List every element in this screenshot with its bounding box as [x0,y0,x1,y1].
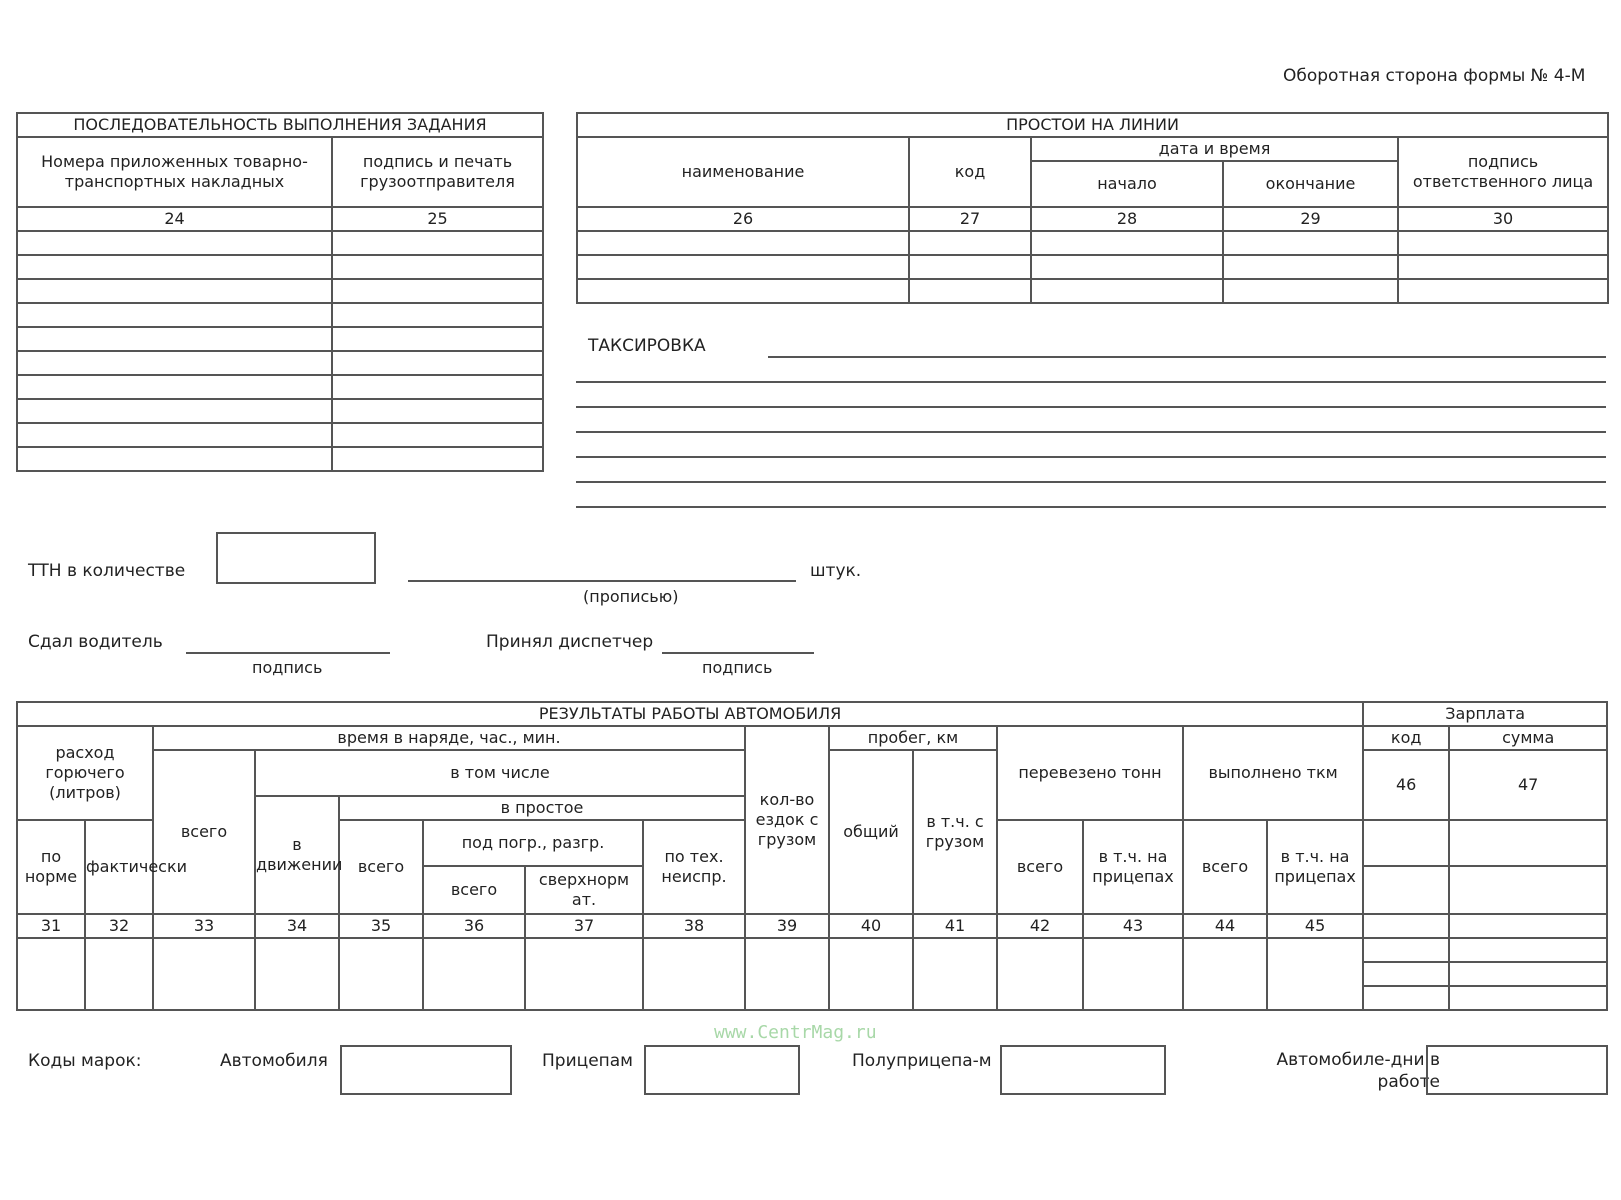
results-num: 43 [1083,914,1183,938]
downtime-num: 26 [577,207,909,231]
driver-label: Сдал водитель [28,632,163,652]
sequence-cell[interactable] [17,327,332,351]
results-num: 41 [913,914,997,938]
results-num: 32 [85,914,153,938]
downtime-cell[interactable] [577,279,909,303]
downtime-title: ПРОСТОИ НА ЛИНИИ [577,113,1608,137]
sequence-cell[interactable] [17,231,332,255]
downtime-cell[interactable] [1031,231,1223,255]
downtime-cell[interactable] [909,279,1031,303]
sequence-cell[interactable] [332,351,543,375]
results-num: 37 [525,914,643,938]
results-cell[interactable] [913,938,997,1010]
sequence-cell[interactable] [17,351,332,375]
downtime-sign-header: подпись ответственного лица [1398,137,1608,207]
downtime-start-header: начало [1031,161,1223,207]
salary-header: Зарплата [1363,702,1607,726]
sequence-cell[interactable] [332,255,543,279]
results-cell[interactable] [17,938,85,1010]
salary-cell[interactable] [1449,866,1607,914]
sequence-num-24: 24 [17,207,332,231]
ttn-label: ТТН в количестве [28,561,186,581]
sequence-cell[interactable] [17,447,332,471]
salary-cell[interactable] [1449,938,1607,962]
ttn-count-box[interactable] [216,532,376,584]
results-num: 33 [153,914,255,938]
results-cell[interactable] [339,938,423,1010]
mileage-load-header: в т.ч. с грузом [913,750,997,914]
sequence-cell[interactable] [332,423,543,447]
sequence-col1-header: Номера приложенных товарно-транспортных накладных [17,137,332,207]
results-num: 34 [255,914,339,938]
sequence-cell[interactable] [17,255,332,279]
taxation-label: ТАКСИРОВКА [588,336,706,356]
car-code-label: Автомобиля [220,1051,328,1071]
car-days-label: Автомобиле-дни в работе [1276,1050,1440,1092]
mileage-header: пробег, км [829,726,997,750]
taxation-line[interactable] [576,406,1606,408]
idle-header: в простое [339,796,745,820]
results-num: 39 [745,914,829,938]
downtime-cell[interactable] [909,231,1031,255]
sequence-title: ПОСЛЕДОВАТЕЛЬНОСТЬ ВЫПОЛНЕНИЯ ЗАДАНИЯ [17,113,543,137]
tons-header: перевезено тонн [997,726,1183,820]
results-cell[interactable] [1267,938,1363,1010]
downtime-cell[interactable] [909,255,1031,279]
results-table [16,701,1608,1011]
semitrailer-code-label: Полуприцепа-м [852,1051,992,1071]
taxation-line[interactable] [576,431,1606,433]
sequence-cell[interactable] [17,375,332,399]
taxation-line[interactable] [576,456,1606,458]
salary-cell[interactable] [1363,914,1449,938]
tkm-trailer-header: в т.ч. на прицепах [1267,820,1363,914]
results-cell[interactable] [255,938,339,1010]
downtime-num: 30 [1398,207,1608,231]
sequence-cell[interactable] [17,303,332,327]
salary-cell[interactable] [1363,820,1449,866]
driver-sign-line[interactable] [186,652,390,654]
downtime-cell[interactable] [577,231,909,255]
salary-cell[interactable] [1363,866,1449,914]
car-days-box[interactable] [1426,1045,1608,1095]
fuel-norm-header: по норме [17,820,85,914]
results-cell[interactable] [423,938,525,1010]
results-num: 42 [997,914,1083,938]
trailer-code-box[interactable] [644,1045,800,1095]
fuel-fact-header: фактически [85,820,153,914]
semitrailer-code-box[interactable] [1000,1045,1166,1095]
downtime-end-header: окончание [1223,161,1398,207]
results-title: РЕЗУЛЬТАТЫ РАБОТЫ АВТОМОБИЛЯ [17,702,1363,726]
downtime-cell[interactable] [1398,255,1608,279]
taxation-line[interactable] [576,506,1606,508]
downtime-cell[interactable] [1398,279,1608,303]
downtime-cell[interactable] [1223,231,1398,255]
downtime-num: 27 [909,207,1031,231]
tkm-total-header: всего [1183,820,1267,914]
salary-code-header: код [1363,726,1449,750]
results-num: 40 [829,914,913,938]
sequence-table [16,112,544,472]
results-num: 45 [1267,914,1363,938]
salary-cell[interactable] [1449,914,1607,938]
ttn-words-line[interactable] [408,580,796,582]
sequence-num-25: 25 [332,207,543,231]
salary-cell[interactable] [1449,962,1607,986]
sequence-cell[interactable] [332,327,543,351]
salary-cell[interactable] [1363,938,1449,962]
downtime-code-header: код [909,137,1031,207]
tons-trailer-header: в т.ч. на прицепах [1083,820,1183,914]
results-cell[interactable] [829,938,913,1010]
downtime-cell[interactable] [577,255,909,279]
results-num: 36 [423,914,525,938]
sequence-cell[interactable] [332,375,543,399]
ttn-words-hint: (прописью) [583,587,679,606]
sequence-cell[interactable] [332,231,543,255]
over-header: сверхнорм ат. [525,866,643,914]
salary-cell[interactable] [1363,962,1449,986]
sequence-cell[interactable] [17,279,332,303]
salary-sum-header: сумма [1449,726,1607,750]
downtime-cell[interactable] [1031,279,1223,303]
results-num: 44 [1183,914,1267,938]
taxation-line[interactable] [768,356,1606,358]
load-header: под погр., разгр. [423,820,643,866]
results-num: 31 [17,914,85,938]
sequence-cell[interactable] [17,423,332,447]
results-cell[interactable] [525,938,643,1010]
time-total-header: всего [153,750,255,914]
salary-num-46: 46 [1363,750,1449,820]
results-num: 38 [643,914,745,938]
salary-cell[interactable] [1449,820,1607,866]
downtime-num: 28 [1031,207,1223,231]
load-total-header: всего [423,866,525,914]
results-cell[interactable] [1183,938,1267,1010]
tech-header: по тех. неиспр. [643,820,745,914]
downtime-table [576,112,1609,304]
sequence-cell[interactable] [332,279,543,303]
results-cell[interactable] [153,938,255,1010]
taxation-line[interactable] [576,481,1606,483]
downtime-num: 29 [1223,207,1398,231]
downtime-cell[interactable] [1223,255,1398,279]
downtime-cell[interactable] [1223,279,1398,303]
sequence-cell[interactable] [332,399,543,423]
results-cell[interactable] [643,938,745,1010]
sequence-cell[interactable] [17,399,332,423]
form-side-label: Оборотная сторона формы № 4-М [1283,66,1586,86]
tons-total-header: всего [997,820,1083,914]
salary-cell[interactable] [1449,986,1607,1010]
ttn-unit-label: штук. [810,561,862,581]
downtime-name-header: наименование [577,137,909,207]
downtime-cell[interactable] [1398,231,1608,255]
time-header: время в наряде, час., мин. [153,726,745,750]
codes-label: Коды марок: [28,1051,142,1071]
fuel-header: расход горючего (литров) [17,726,153,820]
dispatcher-label: Принял диспетчер [486,632,654,652]
trips-header: кол-во ездок с грузом [745,726,829,914]
in-motion-header: в движении [255,796,339,914]
results-num: 35 [339,914,423,938]
tkm-header: выполнено ткм [1183,726,1363,820]
sequence-cell[interactable] [332,303,543,327]
results-cell[interactable] [997,938,1083,1010]
sequence-cell[interactable] [332,447,543,471]
taxation-line[interactable] [576,381,1606,383]
results-cell[interactable] [1083,938,1183,1010]
sequence-col2-header: подпись и печать грузоотправителя [332,137,543,207]
results-cell[interactable] [745,938,829,1010]
time-incl-header: в том числе [255,750,745,796]
dispatcher-sign-line[interactable] [662,652,814,654]
downtime-cell[interactable] [1031,255,1223,279]
dispatcher-sign-hint: подпись [702,658,773,677]
salary-num-47: 47 [1449,750,1607,820]
mileage-total-header: общий [829,750,913,914]
idle-total-header: всего [339,820,423,914]
driver-sign-hint: подпись [252,658,323,677]
results-cell[interactable] [85,938,153,1010]
car-code-box[interactable] [340,1045,512,1095]
downtime-datetime-header: дата и время [1031,137,1398,161]
trailer-code-label: Прицепам [542,1051,634,1071]
salary-cell[interactable] [1363,986,1449,1010]
watermark: www.CentrMag.ru [714,1022,877,1043]
